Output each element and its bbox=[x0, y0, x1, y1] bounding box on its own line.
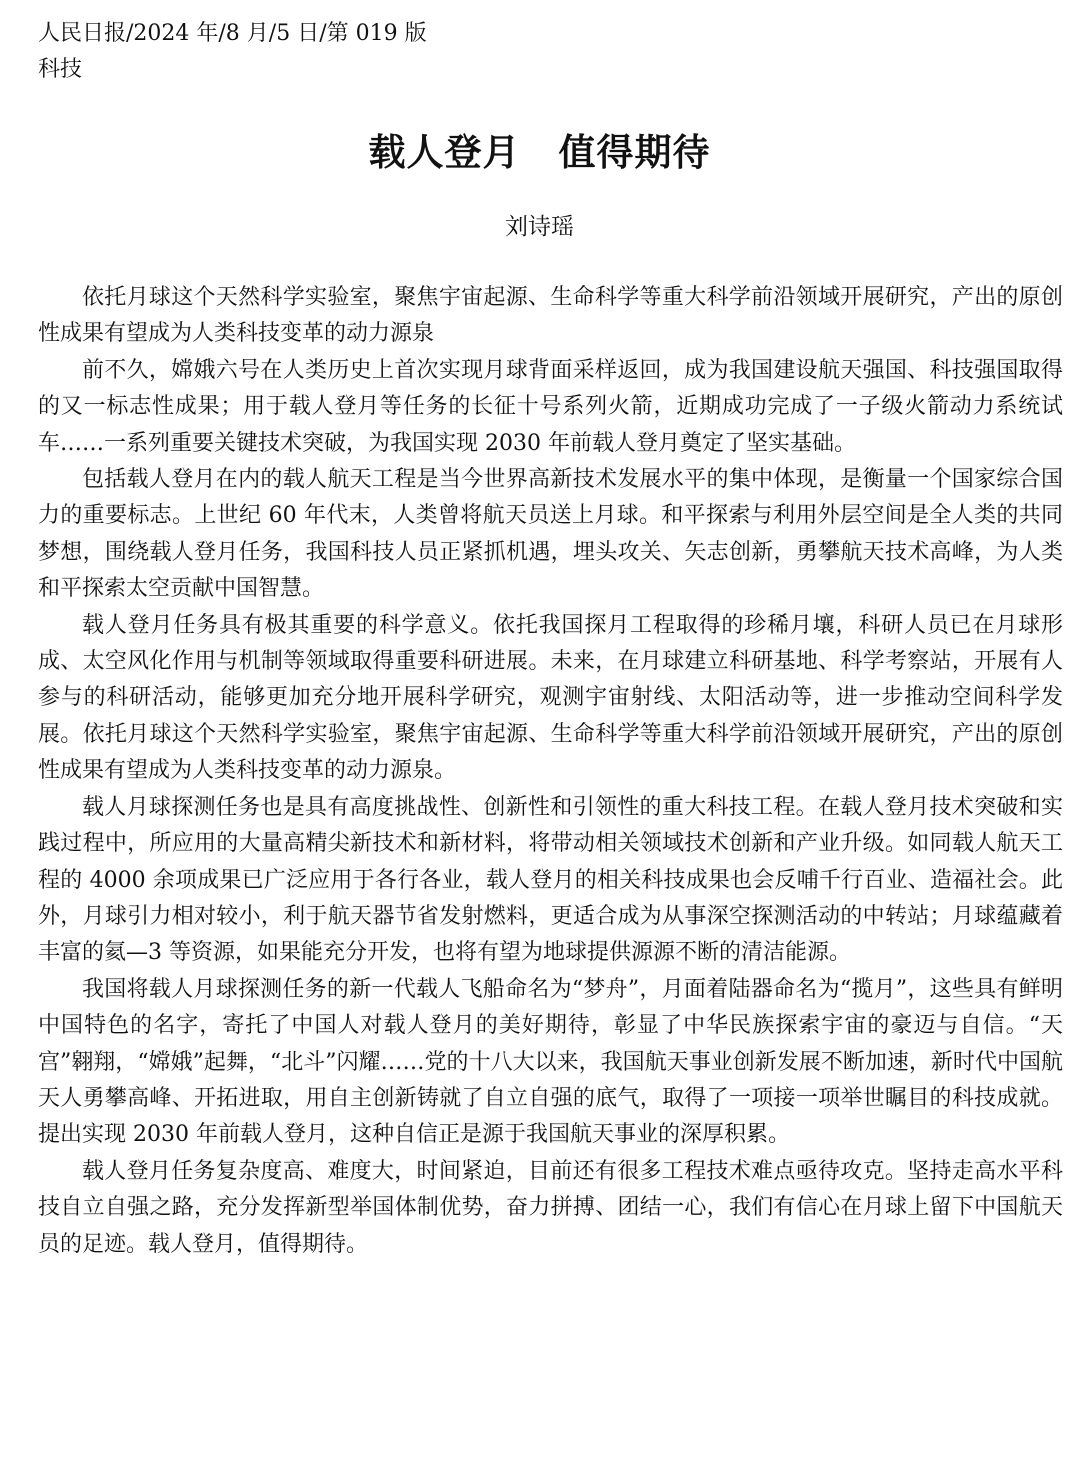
section-label: 科技 bbox=[38, 57, 83, 82]
article-body bbox=[38, 280, 1063, 1263]
article-paragraph: 载人登月任务复杂度高、难度大，时间紧迫，目前还有很多工程技术难点亟待攻克。坚持走高水平科技自立自强之路，充分发挥新型举国体制优势，奋力拼搏、团结一心，我们有信心在月球上留下中国航天员的足迹。载人登月，值得期待。 bbox=[38, 1158, 1063, 1257]
article-author: 刘诗瑶 bbox=[505, 214, 574, 240]
article-paragraph: 载人登月任务具有极其重要的科学意义。依托我国探月工程取得的珍稀月壤，科研人员已在月球形成、太空风化作用与机制等领域取得重要科研进展。未来，在月球建立科研基地、科学考察站，开展有人参与的科研活动，能够更加充分地开展科学研究，观测宇宙射线、太阳活动等，进一步推动空间科学发展。依托月球这个天然科学实验室，聚焦宇宙起源、生命科学等重大科学前沿领域开展研究，产出的原创性成果有望成为人类科技变革的动力源泉。 bbox=[38, 612, 1063, 784]
article-paragraph: 我国将载人月球探测任务的新一代载人飞船命名为“梦舟”，月面着陆器命名为“揽月”，这些具有鲜明中国特色的名字，寄托了中国人对载人登月的美好期待，彰显了中华民族探索宇宙的豪迈与自信。“天宫”翱翔，“嫦娥”起舞，“北斗”闪耀……党的十八大以来，我国航天事业创新发展不断加速，新时代中国航天人勇攀高峰、开拓进取，用自主创新铸就了自立自强的底气，取得了一项接一项举世瞩目的科技成就。提出实现 2030 年前载人登月，这种自信正是源于我国航天事业的深厚积累。 bbox=[38, 976, 1063, 1148]
article-title: 载人登月 值得期待 bbox=[368, 131, 711, 174]
article-paragraph: 依托月球这个天然科学实验室，聚焦宇宙起源、生命科学等重大科学前沿领域开展研究，产出的原创性成果有望成为人类科技变革的动力源泉 bbox=[38, 285, 1063, 347]
article-paragraph: 包括载人登月在内的载人航天工程是当今世界高新技术发展水平的集中体现，是衡量一个国家综合国力的重要标志。上世纪 60 年代末，人类曾将航天员送上月球。和平探索与利用外层空间是全人类的共同梦想，围绕载人登月任务，我国科技人员正紧抓机遇，埋头攻关、矢志创新，勇攀航天技术高峰，为人类和平探索太空贡献中国智慧。 bbox=[38, 467, 1063, 602]
publication-meta bbox=[38, 16, 427, 88]
article-paragraph: 前不久，嫦娥六号在人类历史上首次实现月球背面采样返回，成为我国建设航天强国、科技强国取得的又一标志性成果；用于载人登月等任务的长征十号系列火箭，近期成功完成了一子级火箭动力系统试车……一系列重要关键技术突破，为我国实现 2030 年前载人登月奠定了坚实基础。 bbox=[38, 357, 1063, 456]
source-line: 人民日报/2024 年/8 月/5 日/第 019 版 bbox=[38, 21, 427, 46]
article-paragraph: 载人月球探测任务也是具有高度挑战性、创新性和引领性的重大科技工程。在载人登月技术突破和实践过程中，所应用的大量高精尖新技术和新材料，将带动相关领域技术创新和产业升级。如同载人航天工程的 4000 余项成果已广泛应用于各行各业，载人登月的相关科技成果也会反哺千行百业、造福社会。此外，月球引力相对较小，利于航天器节省发射燃料，更适合成为从事深空探测活动的中转站；月球蕴藏着丰富的氦—3 等资源，如果能充分开发，也将有望为地球提供源源不断的清洁能源。 bbox=[38, 794, 1063, 966]
